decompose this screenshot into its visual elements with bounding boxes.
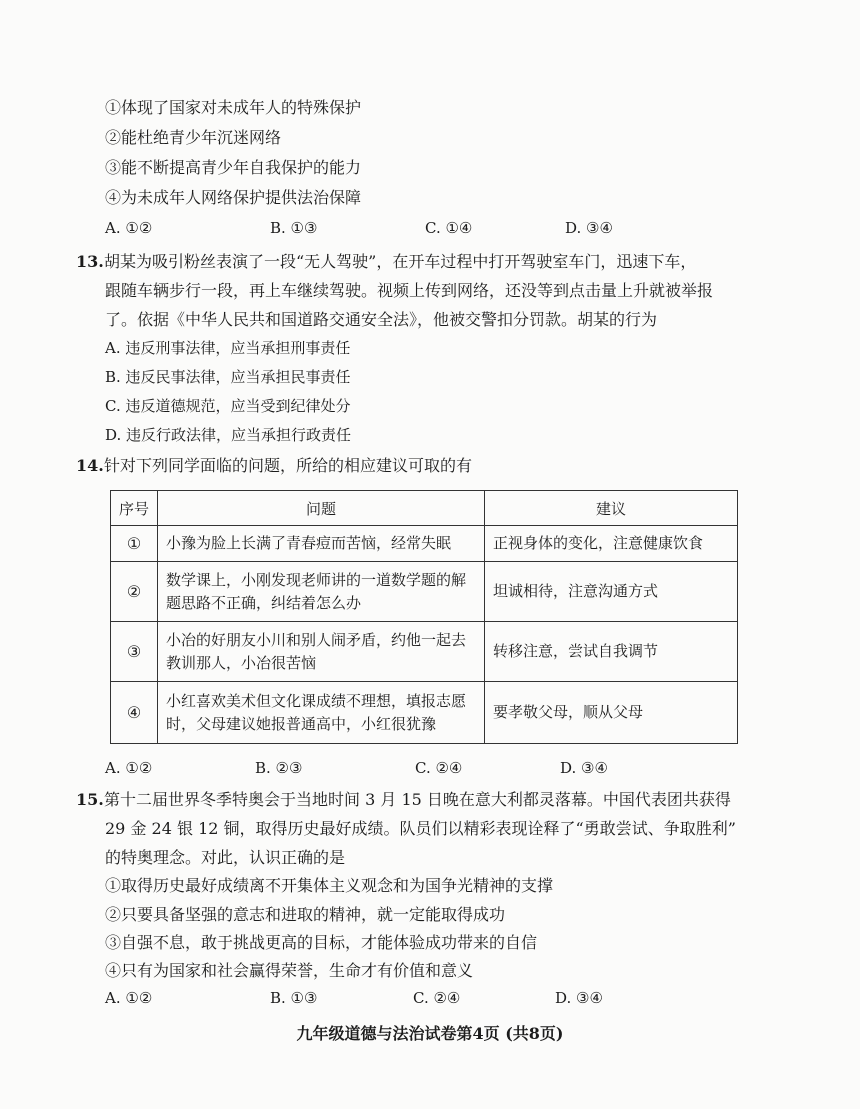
row-number: ③	[111, 622, 158, 682]
q14-number: 14.	[76, 456, 104, 475]
row-advice: 转移注意，尝试自我调节	[485, 622, 738, 682]
q15-stem-line-3: 的特奥理念。对此，认识正确的是	[105, 848, 346, 867]
row-number: ②	[111, 562, 158, 622]
q12-statement-2: ②能杜绝青少年沉迷网络	[105, 128, 282, 147]
row-number: ①	[111, 526, 158, 562]
q15-statement-3: ③自强不息，敢于挑战更高的目标，才能体验成功带来的自信	[105, 933, 538, 952]
row-problem: 数学课上，小刚发现老师讲的一道数学题的解题思路不正确，纠结着怎么办	[158, 562, 485, 622]
row-problem: 小红喜欢美术但文化课成绩不理想，填报志愿时，父母建议她报普通高中，小红很犹豫	[158, 682, 485, 744]
q15-option-b[interactable]: B. ①③	[270, 989, 318, 1007]
q14-option-b[interactable]: B. ②③	[255, 759, 303, 777]
table-row	[111, 562, 738, 622]
table-row	[111, 526, 738, 562]
q13-stem-line-1: 胡某为吸引粉丝表演了一段“无人驾驶”，在开车过程中打开驾驶室车门，迅速下车，	[104, 252, 697, 271]
q14-table-header-row	[111, 491, 738, 526]
q13-option-a[interactable]: A. 违反刑事法律，应当承担刑事责任	[105, 339, 351, 357]
q13-number: 13.	[76, 252, 104, 271]
header-advice: 建议	[485, 491, 738, 526]
q15-number: 15.	[76, 790, 104, 809]
q14-option-a[interactable]: A. ①②	[105, 759, 153, 777]
q15-stem-line-2: 29 金 24 银 12 铜，取得历史最好成绩。队员们以精彩表现诠释了“勇敢尝试、争取胜利”	[105, 819, 736, 838]
header-number: 序号	[111, 491, 158, 526]
row-problem: 小豫为脸上长满了青春痘而苦恼，经常失眠	[158, 526, 485, 562]
q15-option-d[interactable]: D. ③④	[555, 989, 603, 1007]
row-advice: 坦诚相待，注意沟通方式	[485, 562, 738, 622]
header-problem: 问题	[158, 491, 485, 526]
row-problem: 小冶的好朋友小川和别人闹矛盾，约他一起去教训那人，小冶很苦恼	[158, 622, 485, 682]
q12-option-c[interactable]: C. ①④	[425, 219, 473, 237]
q12-option-b[interactable]: B. ①③	[270, 219, 318, 237]
q14-option-d[interactable]: D. ③④	[560, 759, 608, 777]
q13-option-c[interactable]: C. 违反道德规范，应当受到纪律处分	[105, 397, 351, 415]
q15-option-a[interactable]: A. ①②	[105, 989, 153, 1007]
q15-statement-1: ①取得历史最好成绩离不开集体主义观念和为国争光精神的支撑	[105, 876, 554, 895]
row-advice: 正视身体的变化，注意健康饮食	[485, 526, 738, 562]
q14-table	[110, 490, 738, 744]
q15-stem-line-1: 第十二届世界冬季特奥会于当地时间 3 月 15 日晚在意大利都灵落幕。中国代表团共获得	[104, 790, 731, 809]
q15-options	[105, 988, 665, 1008]
table-row	[111, 682, 738, 744]
q15-option-c[interactable]: C. ②④	[413, 989, 461, 1007]
page-footer: 九年级道德与法治试卷第4页 (共8页)	[296, 1024, 564, 1043]
q13-stem-line-3: 了。依据《中华人民共和国道路交通安全法》，他被交警扣分罚款。胡某的行为	[105, 310, 658, 329]
q13-option-d[interactable]: D. 违反行政法律，应当承担行政责任	[105, 426, 352, 444]
q12-options	[105, 218, 665, 238]
q12-option-d[interactable]: D. ③④	[565, 219, 613, 237]
q12-statement-4: ④为未成年人网络保护提供法治保障	[105, 188, 362, 207]
q12-option-a[interactable]: A. ①②	[105, 219, 153, 237]
q13-stem-line-2: 跟随车辆步行一段，再上车继续驾驶。视频上传到网络，还没等到点击量上升就被举报	[105, 281, 714, 300]
q13-option-b[interactable]: B. 违反民事法律，应当承担民事责任	[105, 368, 351, 386]
q15-statement-4: ④只有为国家和社会赢得荣誉，生命才有价值和意义	[105, 961, 474, 980]
q14-option-c[interactable]: C. ②④	[415, 759, 463, 777]
row-advice: 要孝敬父母，顺从父母	[485, 682, 738, 744]
q12-statement-3: ③能不断提高青少年自我保护的能力	[105, 158, 362, 177]
row-number: ④	[111, 682, 158, 744]
q15-statement-2: ②只要具备坚强的意志和进取的精神，就一定能取得成功	[105, 905, 506, 924]
table-row	[111, 622, 738, 682]
q12-statement-1: ①体现了国家对未成年人的特殊保护	[105, 98, 362, 117]
q14-options	[105, 758, 665, 778]
q14-stem: 针对下列同学面临的问题，所给的相应建议可取的有	[104, 456, 473, 475]
